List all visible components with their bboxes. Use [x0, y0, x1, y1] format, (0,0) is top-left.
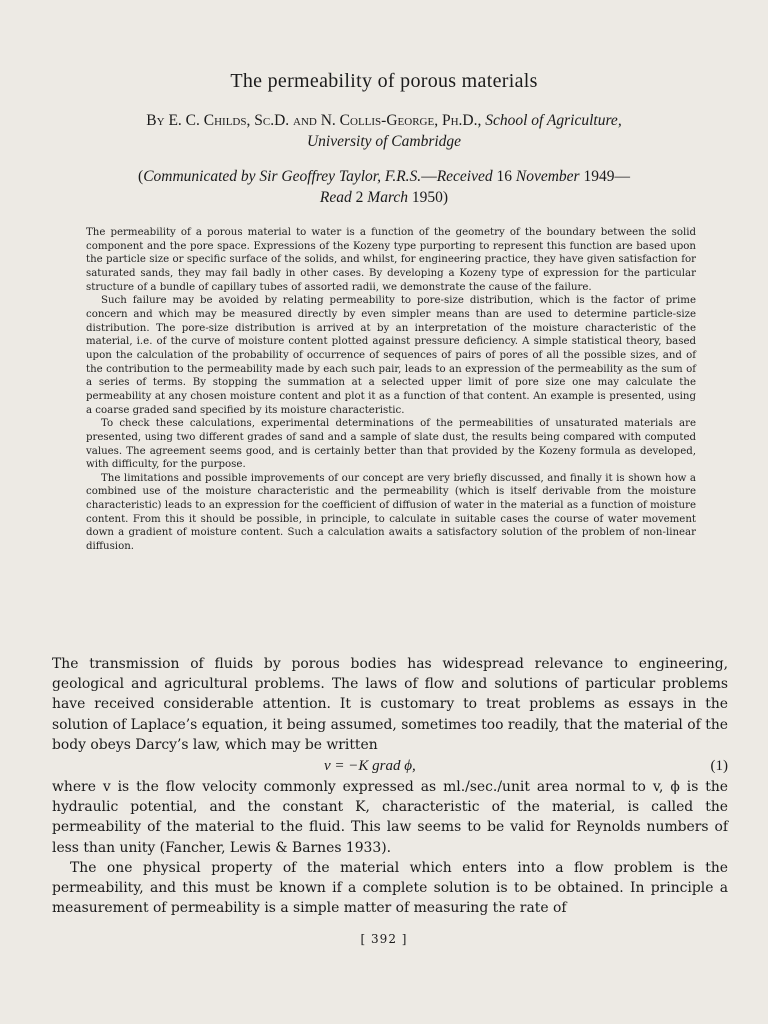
body-paragraph-3: The one physical property of the material which enters into a flow problem is the permeability, and this must be known if a complete solution is to be obtained. In principle a measurement of permeability is a simple matter of measuring the rate of — [52, 859, 728, 917]
author-2: N. Collis-George, Ph.D., — [320, 112, 482, 129]
communication-note — [60, 166, 708, 208]
abstract-paragraph-3: To check these calculations, experimental determinations of the permeabilities of unsaturated materials are presented, using two different grades of sand and a sample of slate dust, the results being compared with computed values. The agreement seems good, and is certainly better than that provided by the Kozeny formula as developed, with difficulty, for the purpose. — [86, 418, 696, 471]
abstract-paragraph-4: The limitations and possible improvements of our concept are very briefly discussed, and finally it is shown how a combined use of the moisture characteristic and the permeability (which is itself derivable from the moisture characteristic) leads to an expression for the coefficient of diffusion of water in the material as a function of moisture content. From this it should be possible, in principle, to calculate in suitable cases the course of water movement down a gradient of moisture content. Such a calculation awaits a satisfactory solution of the problem of non-linear diffusion. — [86, 472, 696, 553]
dash-2: — — [614, 168, 630, 185]
read-year: 1950) — [411, 189, 449, 206]
equation-darcy-law — [52, 755, 728, 777]
received-day: 16 — [496, 168, 512, 185]
received-label: Received — [436, 168, 493, 185]
received-month: November — [515, 168, 580, 185]
equation-content: v = −K grad ϕ, — [324, 758, 416, 775]
byline-and: and — [293, 112, 317, 129]
affiliation-line-1: School of Agriculture, — [485, 112, 622, 129]
dash-1: — — [421, 168, 437, 185]
body-paragraph-1: The transmission of fluids by porous bodies has widespread relevance to engineering, geological and agricultural problems. The laws of flow and solutions of particular problems have received considerable attention. It is customary to treat problems as essays in the solution of Laplace’s equation, it being assumed, sometimes too readily, that the material of the body obeys Darcy’s law, which may be written — [52, 656, 728, 753]
read-month: March — [367, 189, 409, 206]
abstract-paragraph-1: The permeability of a porous material to water is a function of the geometry of the boundary between the solid component and the pore space. Expressions of the Kozeny type purporting to represent this function are based upon the particle size or specific surface of the solids, and whilst, for engineering practice, they have given satisfaction for saturated sands, they may fail badly in other cases. By developing a Kozeny type of expression for the particular structure of a bundle of capillary tubes of assorted radii, we demonstrate the cause of the failure. — [86, 227, 696, 293]
abstract-paragraph-2: Such failure may be avoided by relating permeability to pore-size distribution, which is the factor of prime concern and which may be measured directly by even simpler means than are used to determine particle-size distribution. The pore-size distribution is arrived at by an interpretation of the moisture characteristic of the material, i.e. of the curve of moisture content plotted against pressure deficiency. A simple statistical theory, based upon the calculation of the probability of occurrence of sequences of pairs of pores of all the possible sizes, and of the contribution to the permeability made by each such pair, leads to an expression of the permeability as the sum of a series of terms. By stopping the summation at a selected upper limit of pore size one may calculate the permeability at any chosen moisture content and plot it as a function of that content. An example is presented, using a coarse graded sand specified by its moisture characteristic. — [86, 295, 696, 416]
body-paragraph-2: where v is the flow velocity commonly expressed as ml./sec./unit area normal to v, ϕ is the hydraulic potential, and the constant K, characteristic of the material, is called the permeability of the material to the fluid. This law seems to be valid for Reynolds numbers of less than unity (Fancher, Lewis & Barnes 1933). — [52, 779, 728, 856]
abstract — [86, 226, 696, 554]
received-year: 1949 — [583, 168, 615, 185]
open-paren: ( — [138, 168, 144, 185]
read-label: Read — [319, 189, 352, 206]
byline-by: By — [146, 112, 165, 129]
equation-number: (1) — [710, 758, 728, 775]
page-number: [ 392 ] — [360, 932, 408, 946]
communicated-by: Communicated by Sir Geoffrey Taylor, F.R.S. — [143, 168, 422, 185]
read-day: 2 — [355, 189, 364, 206]
author-byline — [60, 110, 708, 152]
body-text — [52, 654, 728, 918]
affiliation-line-2: University of Cambridge — [306, 133, 462, 150]
author-1: E. C. Childs, Sc.D. — [168, 112, 290, 129]
paper-title: The permeability of porous materials — [230, 70, 538, 92]
